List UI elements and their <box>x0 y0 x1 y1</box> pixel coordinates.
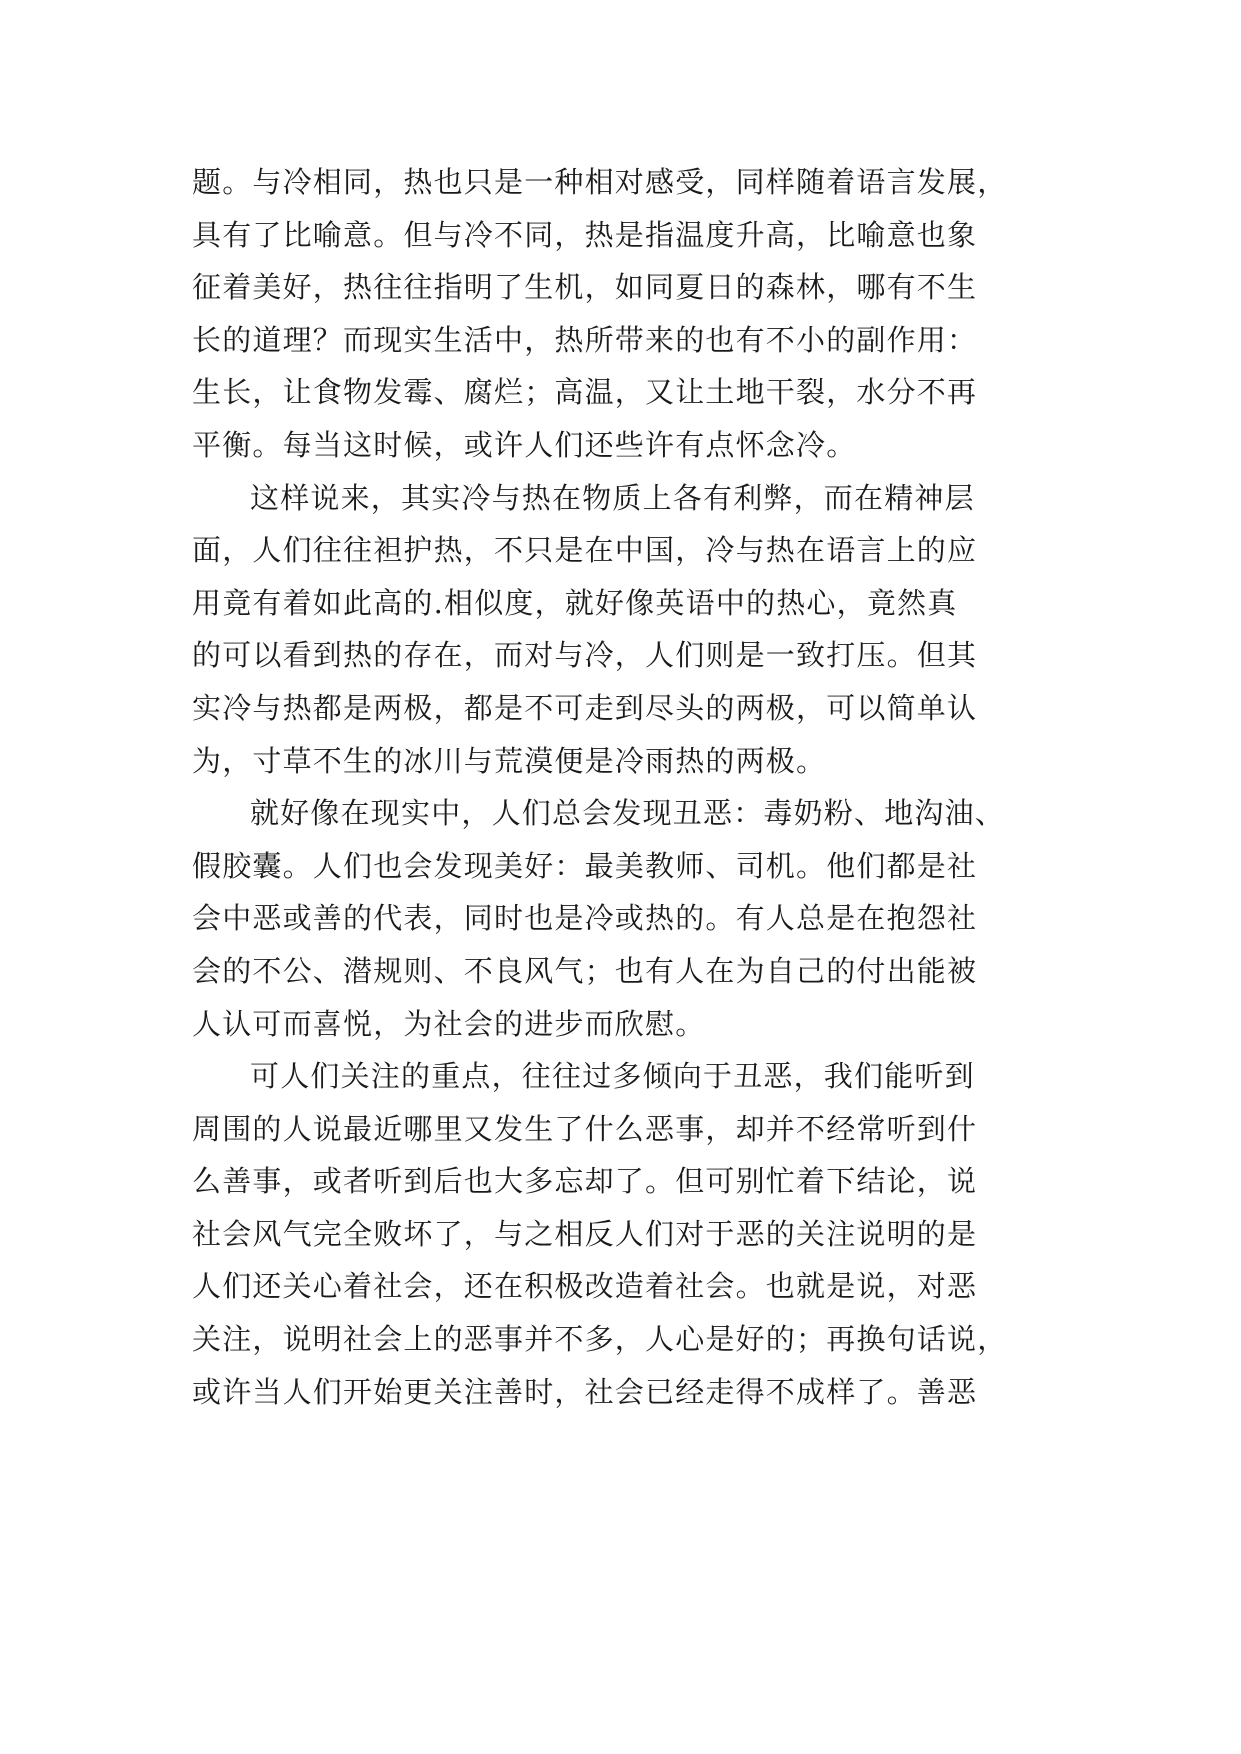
text-line: 会中恶或善的代表，同时也是冷或热的。有人总是在抱怨社 <box>192 901 978 936</box>
text-line: 具有了比喻意。但与冷不同，热是指温度升高，比喻意也象 <box>192 217 978 252</box>
text-line: 关注，说明社会上的恶事并不多，人心是好的；再换句话说， <box>192 1322 1008 1357</box>
paragraph-first-line: 就好像在现实中，人们总会发现丑恶：毒奶粉、地沟油、 <box>250 796 1006 831</box>
text-line: 生长，让食物发霉、腐烂；高温，又让土地干裂，水分不再 <box>192 375 978 410</box>
text-line: 么善事，或者听到后也大多忘却了。但可别忙着下结论，说 <box>192 1164 978 1199</box>
text-line: 假胶囊。人们也会发现美好：最美教师、司机。他们都是社 <box>192 848 978 883</box>
text-line: 会的不公、潜规则、不良风气；也有人在为自己的付出能被 <box>192 953 978 988</box>
text-line: 长的道理？而现实生活中，热所带来的也有不小的副作用： <box>192 322 978 357</box>
text-line: 题。与冷相同，热也只是一种相对感受，同样随着语言发展， <box>192 165 1008 199</box>
text-line: 人认可而喜悦，为社会的进步而欣慰。 <box>192 1006 706 1041</box>
text-line: 实冷与热都是两极，都是不可走到尽头的两极，可以简单认 <box>192 690 978 725</box>
paragraph-first-line: 可人们关注的重点，往往过多倾向于丑恶，我们能听到 <box>250 1059 975 1094</box>
paragraph-first-line: 这样说来，其实冷与热在物质上各有利弊，而在精神层 <box>250 480 975 515</box>
text-line: 社会风气完全败坏了，与之相反人们对于恶的关注说明的是 <box>192 1216 978 1251</box>
text-line: 的可以看到热的存在，而对与冷，人们则是一致打压。但其 <box>192 638 978 673</box>
text-line: 人们还关心着社会，还在积极改造着社会。也就是说，对恶 <box>192 1269 978 1304</box>
text-line: 征着美好，热往往指明了生机，如同夏日的森林，哪有不生 <box>192 270 978 305</box>
text-line: 或许当人们开始更关注善时，社会已经走得不成样了。善恶 <box>192 1374 978 1409</box>
text-line: 用竟有着如此高的.相似度，就好像英语中的热心，竟然真 <box>192 585 958 620</box>
text-line: 面，人们往往袒护热，不只是在中国，冷与热在语言上的应 <box>192 533 978 568</box>
body-text <box>192 156 1052 1418</box>
text-line: 为，寸草不生的冰川与荒漠便是冷雨热的两极。 <box>192 743 827 778</box>
text-line: 平衡。每当这时候，或许人们还些许有点怀念冷。 <box>192 427 857 462</box>
text-line: 周围的人说最近哪里又发生了什么恶事，却并不经常听到什 <box>192 1111 978 1146</box>
